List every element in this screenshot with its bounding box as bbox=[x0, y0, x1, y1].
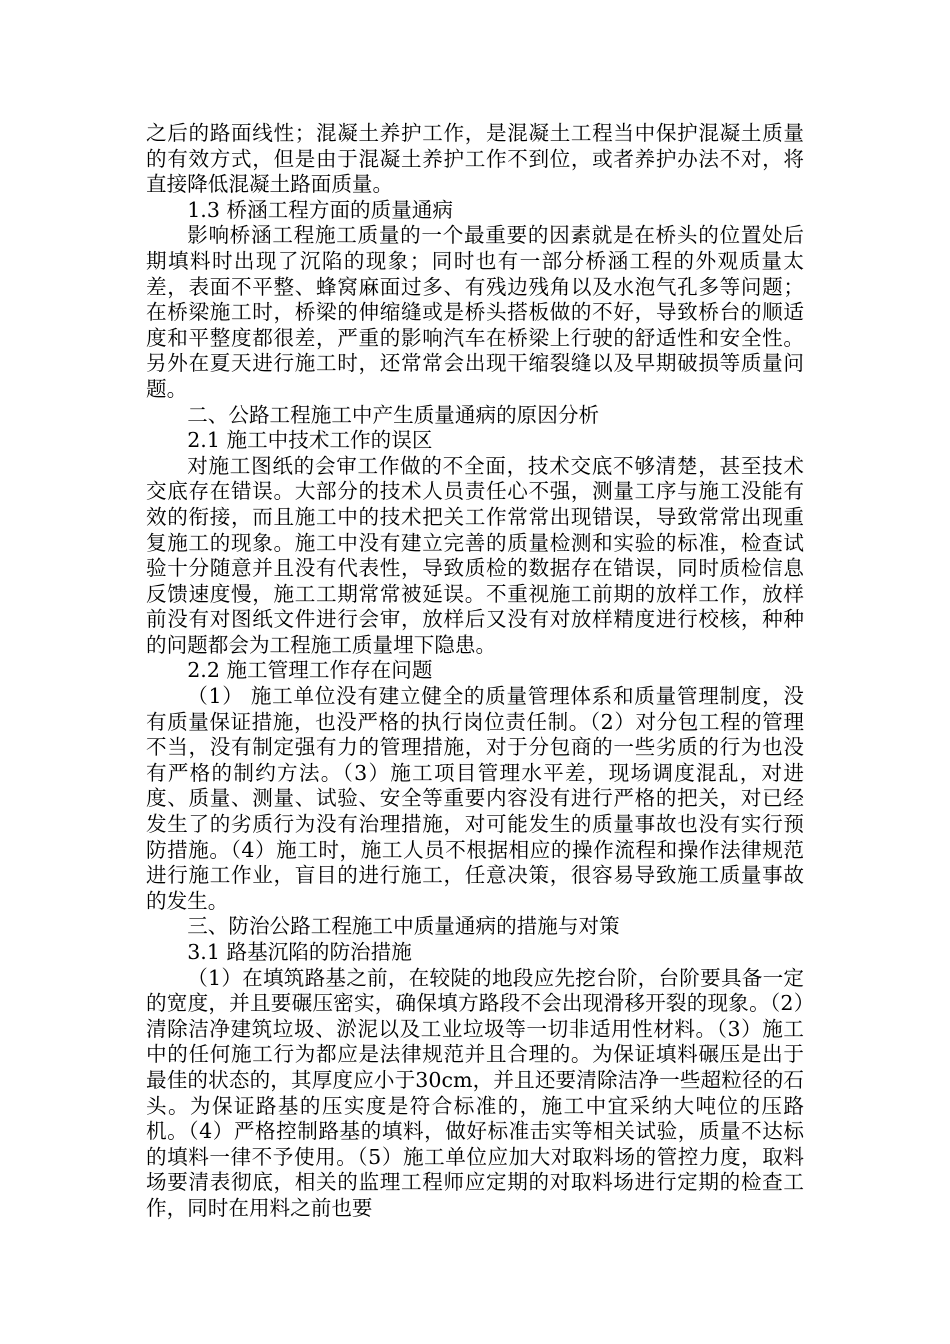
paragraph-continuation: 之后的路面线性；混凝土养护工作，是混凝土工程当中保护混凝土质量的有效方式，但是由于混凝土养护工作不到位，或者养护办法不对，将直接降低混凝土路面质量。 bbox=[146, 121, 804, 197]
paragraph-management-issues: （1） 施工单位没有建立健全的质量管理体系和质量管理制度，没有质量保证措施，也没严格的执行岗位责任制。（2）对分包工程的管理不当，没有制定强有力的管理措施，对于分包商的一些劣质的行为也没有严格的制约方法。（3）施工项目管理水平差，现场调度混乱，对进度、质量、测量、试验、安全等重要内容没有进行严格的把关，对已经发生了的劣质行为没有治理措施，对可能发生的质量事故也没有实行预防措施。（4）施工时，施工人员不根据相应的操作流程和操作法律规范进行施工作业，盲目的进行施工，任意决策，很容易导致施工质量事故的发生。 bbox=[146, 684, 804, 913]
section-heading-3-1: 3.1 路基沉陷的防治措施 bbox=[187, 940, 412, 964]
paragraph-technical-work: 对施工图纸的会审工作做的不全面，技术交底不够清楚，甚至技术交底存在错误。大部分的技术人员责任心不强，测量工序与施工没能有效的衔接，而且施工中的技术把关工作常常出现错误，导致常常出现重复施工的现象。施工中没有建立完善的质量检测和实验的标准，检查试验十分随意并且没有代表性，导致质检的数据存在错误，同时质检信息反馈速度慢，施工工期常常被延误。不重视施工前期的放样工作，放样前没有对图纸文件进行会审，放样后又没有对放样精度进行校核，种种的问题都会为工程施工质量埋下隐患。 bbox=[146, 453, 804, 657]
paragraph-subgrade-measures: （1）在填筑路基之前，在较陡的地段应先挖台阶，台阶要具备一定的宽度，并且要碾压密实，确保填方路段不会出现滑移开裂的现象。（2）清除洁净建筑垃圾、淤泥以及工业垃圾等一切非适用性材料。（3）施工中的任何施工行为都应是法律规范并且合理的。为保证填料碾压是出于最佳的状态的，其厚度应小于30cm，并且还要清除洁净一些超粒径的石头。为保证路基的压实度是符合标准的，施工中宜采纳大吨位的压路机。（4）严格控制路基的填料，做好标准击实等相关试验，质量不达标的填料一律不予使用。（5）施工单位应加大对取料场的管控力度，取料场要清表彻底，相关的监理工程师应定期的对取料场进行定期的检查工作，同时在用料之前也要 bbox=[146, 965, 804, 1220]
paragraph-bridge-culvert: 影响桥涵工程施工质量的一个最重要的因素就是在桥头的位置处后期填料时出现了沉陷的现象；同时也有一部分桥涵工程的外观质量太差，表面不平整、蜂窝麻面过多、有残边残角以及水泡气孔多等问题；在桥梁施工时，桥梁的伸缩缝或是桥头搭板做的不好，导致桥台的顺适度和平整度都很差，严重的影响汽车在桥梁上行驶的舒适性和安全性。另外在夏天进行施工时，还常常会出现干缩裂缝以及早期破损等质量问题。 bbox=[146, 223, 804, 401]
chapter-heading-3: 三、防治公路工程施工中质量通病的措施与对策 bbox=[187, 914, 620, 939]
section-heading-2-2: 2.2 施工管理工作存在问题 bbox=[187, 658, 433, 683]
section-heading-1-3: 1.3 桥涵工程方面的质量通病 bbox=[187, 197, 454, 222]
section-heading-2-1: 2.1 施工中技术工作的误区 bbox=[187, 428, 433, 453]
document-page bbox=[146, 121, 804, 1222]
chapter-heading-2: 二、公路工程施工中产生质量通病的原因分析 bbox=[187, 402, 600, 427]
